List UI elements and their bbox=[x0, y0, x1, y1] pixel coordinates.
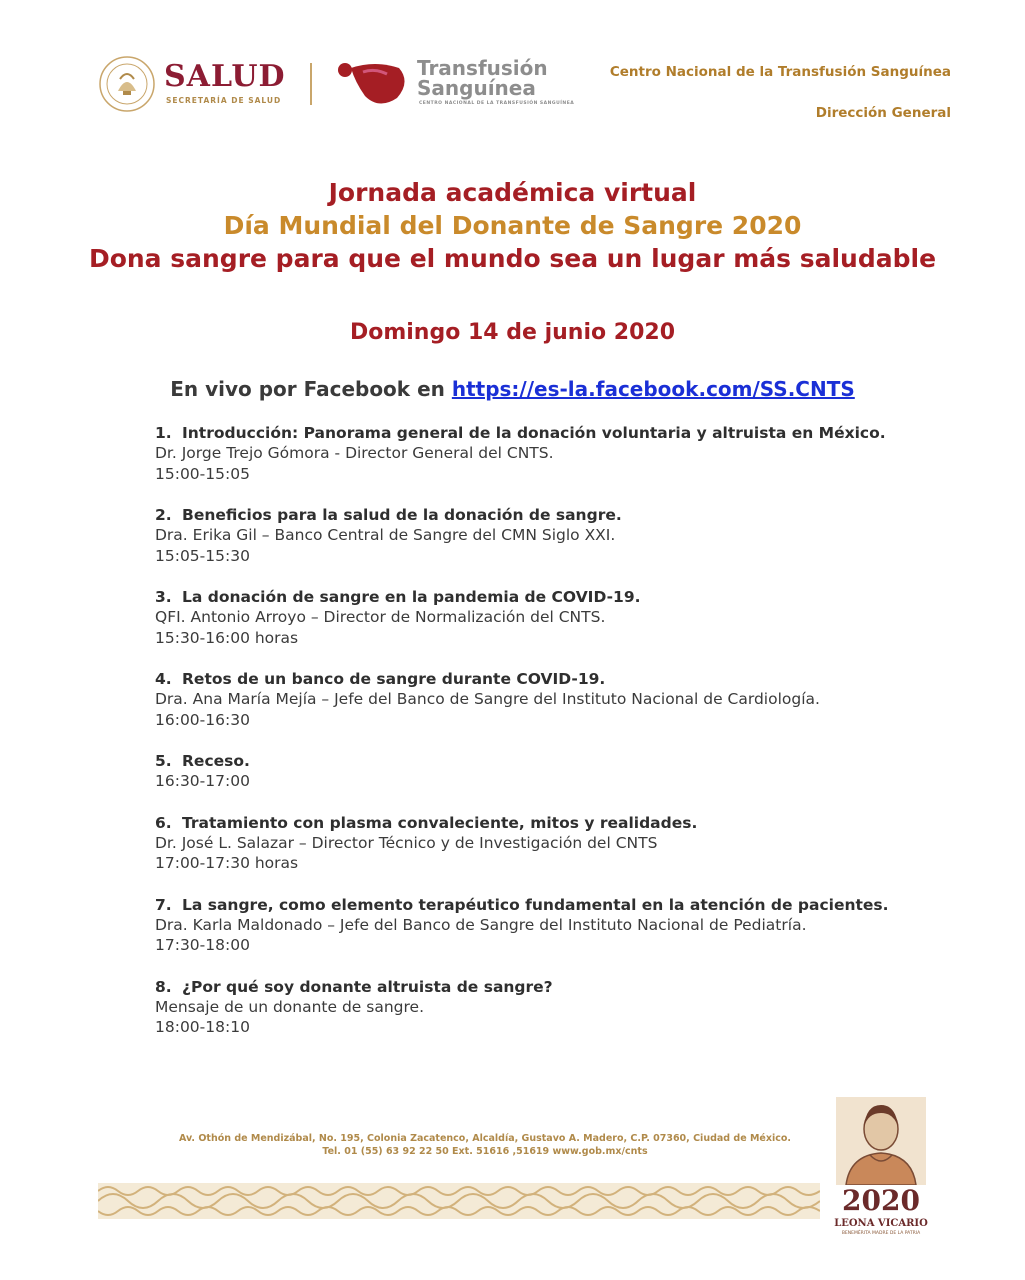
agenda-item-time: 16:30-17:00 bbox=[155, 772, 250, 790]
agenda-item-title bbox=[155, 669, 955, 689]
agenda-item-number: 3. bbox=[155, 588, 172, 606]
agenda-item-title-text: Introducción: Panorama general de la donación voluntaria y altruista en México. bbox=[182, 424, 886, 442]
facebook-link[interactable]: https://es-la.facebook.com/SS.CNTS bbox=[451, 377, 855, 401]
agenda-item bbox=[155, 751, 955, 792]
agenda-item-title bbox=[155, 813, 955, 833]
agenda-item-time: 17:30-18:00 bbox=[155, 936, 250, 954]
agenda-item-title bbox=[155, 977, 955, 997]
agenda-item-number: 8. bbox=[155, 977, 172, 996]
agenda-item bbox=[155, 669, 955, 730]
department-name: Dirección General bbox=[815, 105, 951, 121]
transfusion-logo bbox=[335, 56, 575, 112]
event-subtitle: Día Mundial del Donante de Sangre 2020 bbox=[223, 211, 802, 240]
salud-logo bbox=[98, 55, 288, 115]
agenda-item-number: 7. bbox=[155, 895, 172, 914]
agenda-item-number: 4. bbox=[155, 670, 172, 688]
header-divider bbox=[310, 63, 312, 105]
transfusion-wordmark-line2: Sanguínea bbox=[417, 76, 536, 100]
facebook-line bbox=[0, 377, 1025, 401]
agenda-item bbox=[155, 587, 955, 648]
commemorative-subtitle: BENEMÉRITA MADRE DE LA PATRIA bbox=[841, 1231, 921, 1236]
agenda-item bbox=[155, 895, 955, 956]
national-seal-icon bbox=[98, 55, 156, 113]
agenda-list bbox=[155, 423, 955, 1059]
agenda-item-speaker: Dra. Karla Maldonado – Jefe del Banco de Sangre del Instituto Nacional de Pediatría. bbox=[155, 915, 807, 934]
commemorative-name: LEONA VICARIO bbox=[834, 1218, 928, 1229]
commemorative-year: 2020 bbox=[842, 1184, 920, 1217]
footer-contact: Tel. 01 (55) 63 92 22 50 Ext. 51616 ,51619 www.gob.mx/cnts bbox=[322, 1146, 648, 1157]
agenda-item bbox=[155, 505, 955, 566]
footer-address: Av. Othón de Mendizábal, No. 195, Colonia Zacatenco, Alcaldía, Gustavo A. Madero, C.P. 07360, Ciudad de México. bbox=[179, 1133, 791, 1144]
agenda-item-title-text: Retos de un banco de sangre durante COVID-19. bbox=[182, 670, 606, 688]
agenda-item-number: 2. bbox=[155, 506, 172, 524]
agenda-item-title bbox=[155, 751, 955, 771]
event-title: Jornada académica virtual bbox=[328, 178, 697, 207]
agenda-item-title-text: La donación de sangre en la pandemia de COVID-19. bbox=[182, 588, 641, 606]
agenda-item-title bbox=[155, 895, 955, 915]
agenda-item-speaker: Dra. Erika Gil – Banco Central de Sangre del CMN Siglo XXI. bbox=[155, 526, 616, 544]
agenda-item-title-text: Receso. bbox=[182, 752, 250, 770]
agenda-item-time: 15:30-16:00 horas bbox=[155, 628, 299, 647]
agenda-item-time: 15:00-15:05 bbox=[155, 464, 250, 483]
agenda-item-time: 17:00-17:30 horas bbox=[155, 854, 299, 872]
agenda-item-speaker: QFI. Antonio Arroyo – Director de Normalización del CNTS. bbox=[155, 608, 606, 626]
agenda-item-number: 6. bbox=[155, 813, 172, 832]
agenda-item-title bbox=[155, 587, 955, 607]
agenda-item-title bbox=[155, 505, 955, 525]
agenda-item-title-text: Beneficios para la salud de la donación de sangre. bbox=[182, 506, 622, 524]
salud-wordmark: SALUD bbox=[164, 59, 286, 94]
agenda-item-title-text: Tratamiento con plasma convaleciente, mitos y realidades. bbox=[182, 813, 698, 832]
agenda-item-time: 18:00-18:10 bbox=[155, 1018, 250, 1036]
agenda-item-title bbox=[155, 423, 955, 443]
agenda-item bbox=[155, 813, 955, 874]
facebook-prefix: En vivo por Facebook en bbox=[170, 377, 452, 401]
event-slogan: Dona sangre para que el mundo sea un lugar más saludable bbox=[88, 244, 937, 273]
agenda-item-speaker: Dr. Jorge Trejo Gómora - Director General del CNTS. bbox=[155, 444, 554, 462]
agenda-item bbox=[155, 977, 955, 1038]
agenda-item-speaker: Dr. José L. Salazar – Director Técnico y de Investigación del CNTS bbox=[155, 833, 658, 852]
event-date: Domingo 14 de junio 2020 bbox=[349, 320, 676, 345]
transfusion-wordmark-line1: Transfusión bbox=[417, 56, 548, 80]
agenda-item bbox=[155, 423, 955, 484]
decorative-pattern-band bbox=[98, 1183, 820, 1219]
agenda-item-number: 1. bbox=[155, 424, 172, 442]
agenda-item-speaker: Mensaje de un donante de sangre. bbox=[155, 997, 424, 1016]
institution-name: Centro Nacional de la Transfusión Sanguínea bbox=[609, 64, 951, 80]
blood-drop-icon bbox=[335, 58, 415, 108]
agenda-item-time: 16:00-16:30 bbox=[155, 710, 250, 729]
transfusion-subtitle: CENTRO NACIONAL DE LA TRANSFUSIÓN SANGUÍNEA bbox=[419, 101, 575, 106]
salud-subtitle: SECRETARÍA DE SALUD bbox=[166, 96, 282, 105]
agenda-item-time: 15:05-15:30 bbox=[155, 546, 250, 565]
agenda-item-title-text: ¿Por qué soy donante altruista de sangre? bbox=[182, 977, 553, 996]
agenda-item-speaker: Dra. Ana María Mejía – Jefe del Banco de Sangre del Instituto Nacional de Cardiología. bbox=[155, 690, 820, 708]
agenda-item-number: 5. bbox=[155, 752, 172, 770]
agenda-item-title-text: La sangre, como elemento terapéutico fundamental en la atención de pacientes. bbox=[182, 895, 889, 914]
leona-vicario-portrait-icon bbox=[836, 1097, 926, 1185]
